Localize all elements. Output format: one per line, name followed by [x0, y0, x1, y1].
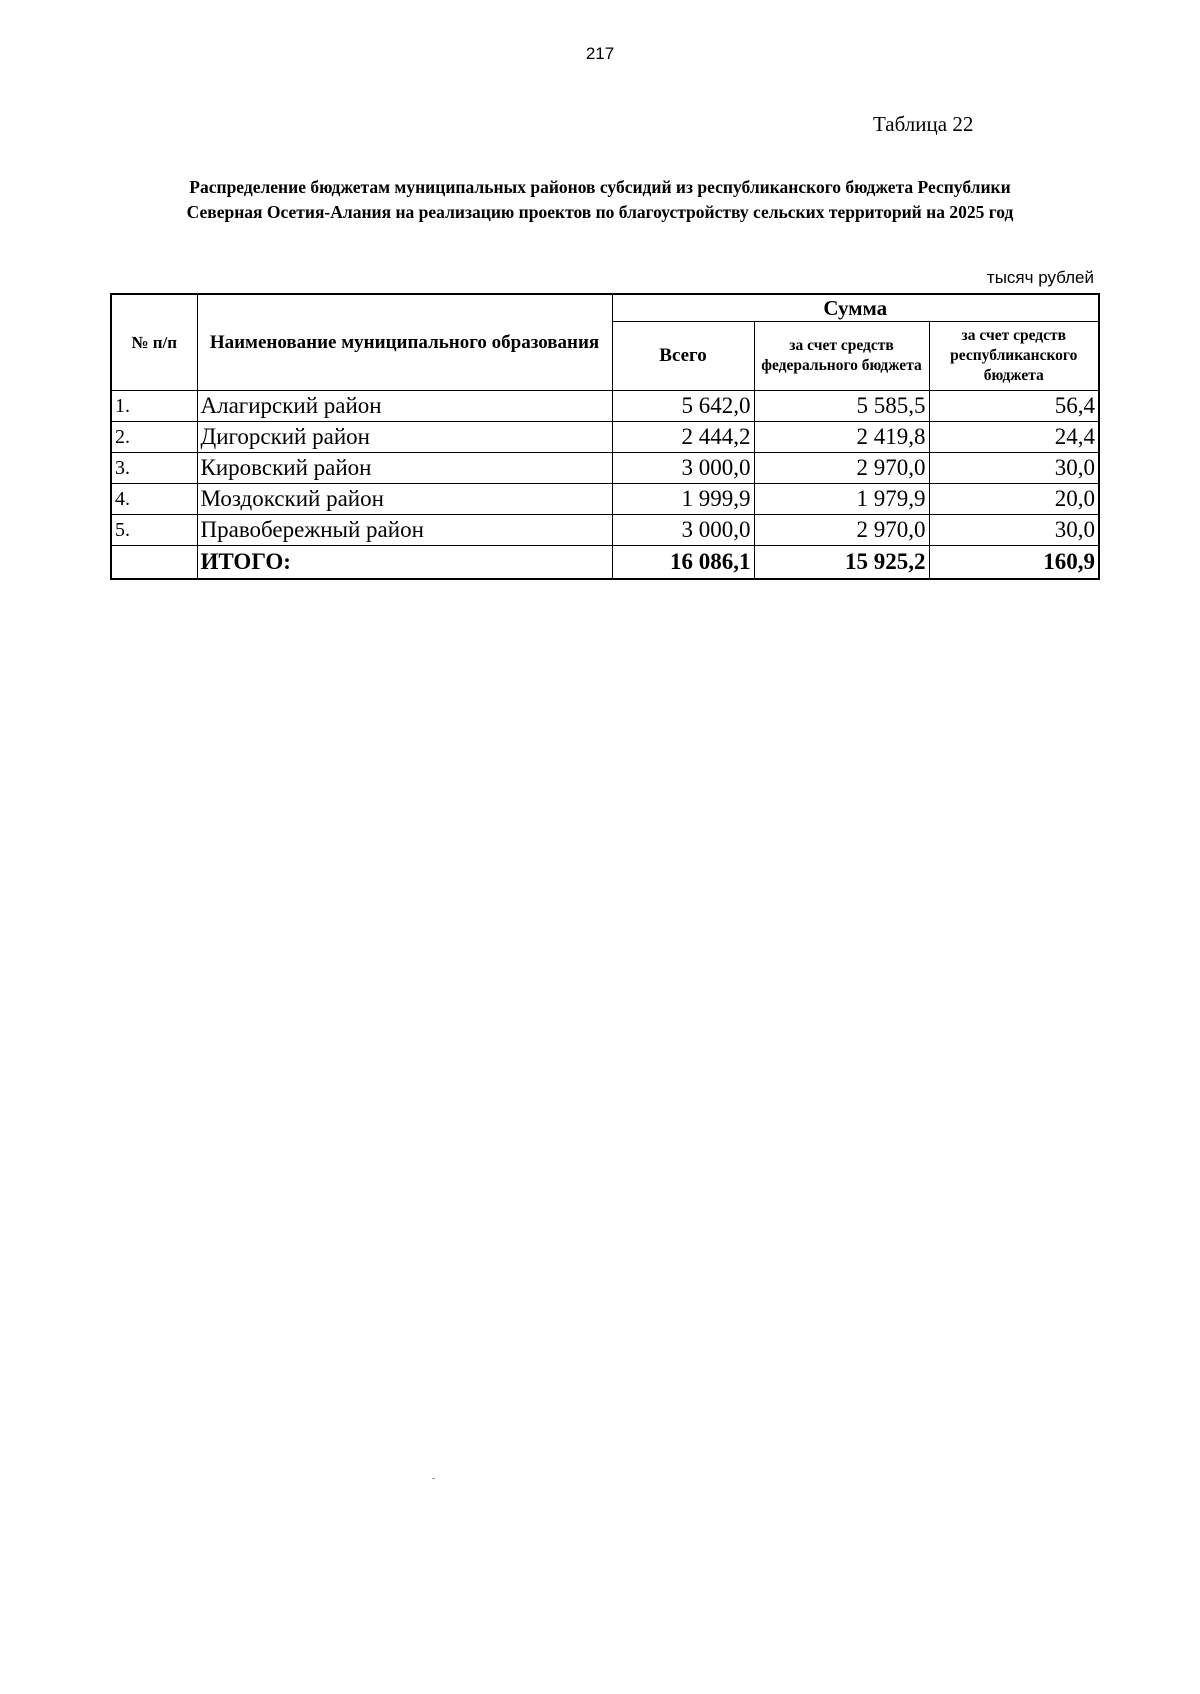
- district-name: Кировский район: [197, 453, 612, 484]
- republic-amount: 56,4: [929, 391, 1099, 422]
- table-caption: Таблица 22: [873, 112, 974, 136]
- federal-amount: 5 585,5: [754, 391, 929, 422]
- total-amount: 3 000,0: [612, 453, 754, 484]
- row-number: 3.: [111, 453, 197, 484]
- document-title-line-1: Распределение бюджетам муниципальных районов субсидий из республиканского бюджета Республики: [189, 177, 1011, 197]
- table-row: [111, 484, 1099, 515]
- republic-amount: 24,4: [929, 422, 1099, 453]
- total-row: [111, 546, 1099, 580]
- document-title-line-2: Северная Осетия-Алания на реализацию проектов по благоустройству сельских территорий на 2025 год: [186, 202, 1014, 222]
- federal-amount: 2 970,0: [754, 453, 929, 484]
- row-number: 1.: [111, 391, 197, 422]
- total-amount: 2 444,2: [612, 422, 754, 453]
- page-number: 217: [585, 44, 615, 63]
- subsidy-table: [110, 293, 1100, 580]
- republic-amount: 20,0: [929, 484, 1099, 515]
- grand-total-amount: 16 086,1: [612, 546, 754, 580]
- grand-total-federal: 15 925,2: [754, 546, 929, 580]
- row-number: 5.: [111, 515, 197, 546]
- federal-amount: 1 979,9: [754, 484, 929, 515]
- column-header-sum: Сумма: [612, 294, 1099, 322]
- column-header-federal: за счет средств федерального бюджета: [754, 322, 929, 391]
- republic-amount: 30,0: [929, 453, 1099, 484]
- district-name: Дигорский район: [197, 422, 612, 453]
- federal-amount: 2 419,8: [754, 422, 929, 453]
- column-header-number: № п/п: [111, 294, 197, 391]
- federal-amount: 2 970,0: [754, 515, 929, 546]
- district-name: Алагирский район: [197, 391, 612, 422]
- total-label: ИТОГО:: [197, 546, 612, 580]
- grand-total-republic: 160,9: [929, 546, 1099, 580]
- total-row-number-cell: [111, 546, 197, 580]
- total-amount: 3 000,0: [612, 515, 754, 546]
- district-name: Правобережный район: [197, 515, 612, 546]
- republic-amount: 30,0: [929, 515, 1099, 546]
- row-number: 2.: [111, 422, 197, 453]
- scan-artifact: [432, 1478, 435, 1479]
- total-amount: 1 999,9: [612, 484, 754, 515]
- units-label: тысяч рублей: [986, 268, 1094, 287]
- column-header-total: Всего: [612, 322, 754, 391]
- total-amount: 5 642,0: [612, 391, 754, 422]
- table-row: [111, 422, 1099, 453]
- table-row: [111, 453, 1099, 484]
- district-name: Моздокский район: [197, 484, 612, 515]
- table-row: [111, 515, 1099, 546]
- document-title: [100, 175, 1100, 225]
- column-header-name: Наименование муниципального образования: [197, 294, 612, 391]
- row-number: 4.: [111, 484, 197, 515]
- column-header-republic: за счет средств республиканского бюджета: [929, 322, 1099, 391]
- table-row: [111, 391, 1099, 422]
